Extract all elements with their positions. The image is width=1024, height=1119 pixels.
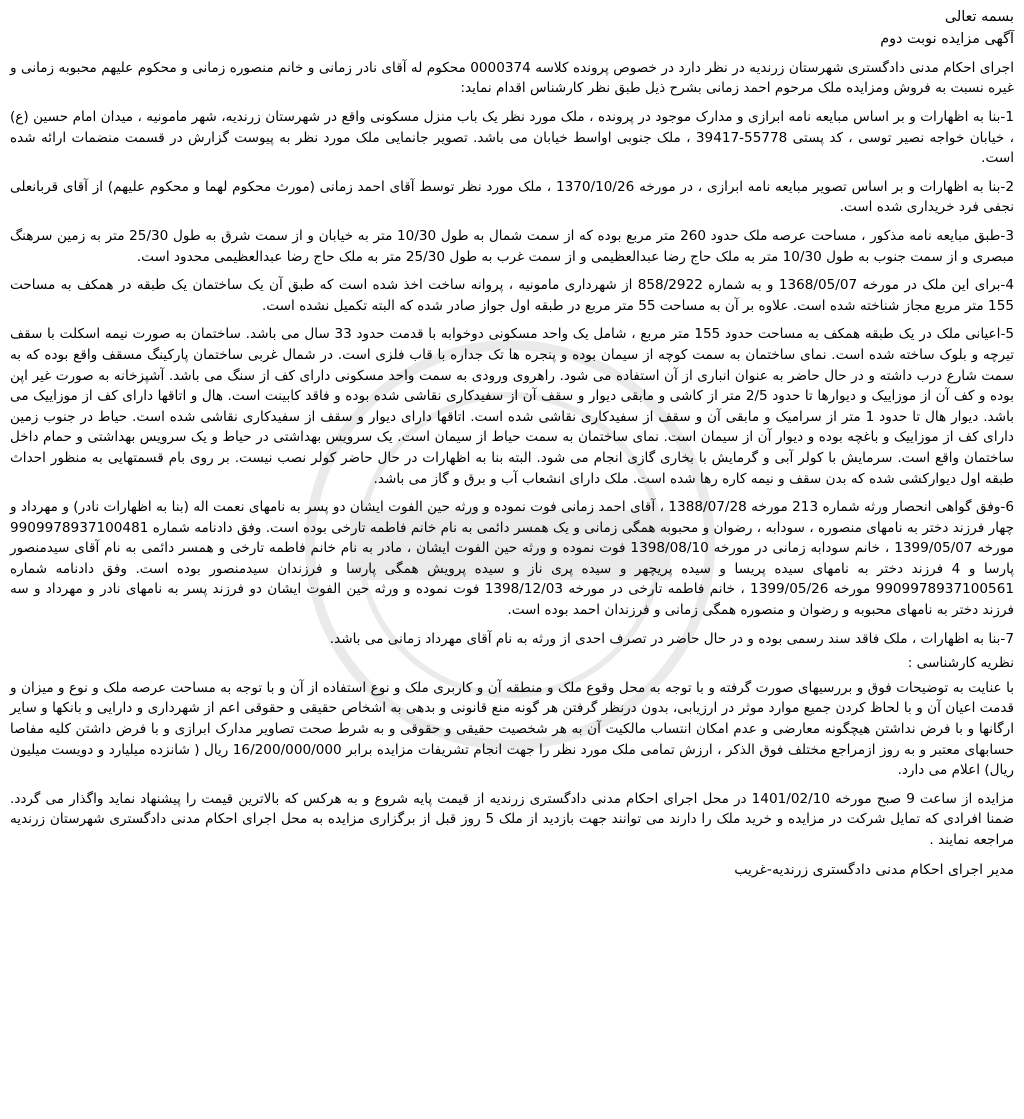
notice-item-1: 1-بنا به اظهارات و بر اساس مبایعه نامه ابرازی و مدارک موجود در پرونده ، ملک مورد نظر یک باب منزل مسکونی واقع در شهرستان زرندیه، شهر مامونیه ، میدان امام حسین (ع) ، خیابان خواجه نصیر توسی ، کد پستی 55778-39417 ، ملک جنوبی اواسط خیابان می باشد. تصویر جانمایی ملک مورد نظر به پیوست گزارش در قسمت منضمات ارائه شده است. [10, 109, 1014, 167]
notice-item-2: 2-بنا به اظهارات و بر اساس تصویر مبایعه نامه ابرازی ، در مورخه 1370/10/26 ، ملک مورد نظر توسط آقای احمد زمانی (مورث محکوم لهما و محکوم علیهم) از آقای قربانعلی نجفی فرد خریداری شده است. [10, 178, 1014, 216]
notice-item-7: 7-بنا به اظهارات ، ملک فاقد سند رسمی بوده و در حال حاضر در تصرف احدی از ورثه به نام آقای مهرداد زمانی می باشد. [329, 630, 1014, 647]
expert-opinion-heading: نظریه کارشناسی : [907, 655, 1014, 672]
notice-item-4: 4-برای این ملک در مورخه 1368/05/07 و به شماره 858/2922 از شهرداری مامونیه ، پروانه ساخت اخذ شده است که طبق آن یک ساختمان یک طبقه در همکف به مساحت 155 متر مربع مجاز شناخته شده است. علاوه بر آن به مساحت 55 متر مربع در طبقه اول جواز صادر شده که البته تکمیل نشده است. [10, 277, 1014, 314]
notice-title: آگهی مزایده نوبت دوم [880, 31, 1014, 48]
notice-intro: اجرای احکام مدنی دادگستری شهرستان زرندیه در نظر دارد در خصوص پرونده کلاسه 0000374 محکوم له آقای نادر زمانی و خانم منصوره زمانی و محکوم علیهم محبوبه زمانی و غیره نسبت به فروش ومزایده ملک مرحوم احمد زمانی بشرح ذیل طبق نظر کارشناس اقدام نماید: [10, 59, 1014, 97]
notice-item-6: 6-وفق گواهی انحصار ورثه شماره 213 مورخه 1388/07/28 ، آقای احمد زمانی فوت نموده و ورثه حین الفوت ایشان دو پسر به نامهای نعمت اله (بنا به اظهارات نادر) و مهرداد و چهار فرزند دختر به نامهای منصوره ، سودابه ، رضوان و محبوبه همگی زمانی و یک همسر دائمی به نام خانم فاطمه تارخی بوده است. وفق دادنامه شماره 9909978937100481 مورخه 1399/05/07 ، خانم سودابه زمانی در مورخه 1398/08/10 فوت نموده و ورثه حین الفوت ایشان ، مادر به نام خانم فاطمه تارخی و همسر دائمی به نام آقای سیدمنصور پارسا و 4 فرزند دختر به نامهای سیده پریسا و سیده پریچهر و سیده پری ناز و سیده پرویش همگی پارسا و فرزندان سیدمنصور بوده است. وفق دادنامه شماره 9909978937100561 مورخه 1399/05/26 ، خانم فاطمه تارخی در مورخه 1398/12/03 فوت نموده و ورثه حین الفوت ایشان دو فرزند پسر به نامهای نادر و مهرداد و سه فرزند دختر به نامهای محبوبه و رضوان و منصوره همگی زمانی و فرزندان احمد بوده است. [10, 499, 1014, 619]
notice-item-5: 5-اعیانی ملک در یک طبقه همکف به مساحت حدود 155 متر مربع ، شامل یک واحد مسکونی دوخوابه با قدمت حدود 33 سال می باشد. ساختمان به صورت نیمه اسکلت با سقف تیرچه و بلوک ساخته شده است. نمای ساختمان به سمت کوچه از سیمان بوده و پنجره ها تک جداره با قاب فلزی است. در شمال غربی ساختمان پارکینگ مسقف واقع بوده که به سمت شارع درب داشته و در حال حاضر به عنوان انباری از آن استفاده می شود. راهروی ورودی به سمت واحد مسکونی دارای کف از سنگ می باشد. آشپزخانه به صورت غیر اپن بوده و کف آن از موزاییک و دیوارها تا حدود 2/5 متر از کاشی و مابقی دیوار و سقف آن از سفیدکاری نقاشی شده بوده و فاقد کابینت است. هال و اتاقها دارای کف از موزاییک می باشد. دیوار هال تا حدود 1 متر از سرامیک و مابقی آن و سقف از سفیدکاری نقاشی شده است. اتاقها دارای دیوار و سقف از سفیدکاری نقاشی شده است. حیاط در جنوب زمین دارای کف از موزاییک و باغچه بوده و دیوار آن از سیمان است. نمای ساختمان به سمت حیاط از سیمان است. یک سرویس بهداشتی در حیاط و یک سرویس بهداشتی و حمام داخل ساختمان واقع است. سرمایش با کولر آبی و گرمایش با بخاری گازی انجام می شود. البته بنا به اظهارات در حال حاضر کولر نصب نیست. بر روی بام قسمتهایی به منظور احداث طبقه اول دیوارکشی شده که بدن سقف و نیمه کاره رها شده است. ملک دارای انشعاب آب و برق و گاز می باشد. [10, 326, 1015, 487]
header-basmala: بسمه تعالی [944, 9, 1014, 25]
auction-terms-text: مزایده از ساعت 9 صبح مورخه 1401/02/10 در محل اجرای احکام مدنی دادگستری زرندیه از قیمت پایه شروع و به هرکس که بالاترین قیمت را پیشنهاد نماید واگذار می گردد. ضمنا افرادی که تمایل شرکت در مزایده و خرید ملک را دارند می توانند جهت بازدید از ملک 5 روز قبل از برگزاری مزایده به محل اجرای احکام مدنی دادگستری شهرستان زرندیه مراجعه نمایند . [10, 790, 1015, 848]
expert-opinion-text: با عنایت به توضیحات فوق و بررسیهای صورت گرفته و با توجه به محل وقوع ملک و منطقه آن و کاربری ملک و نوع استفاده از آن و با توجه به مساحت عرصه ملک و نوع و میزان و قدمت اعیان آن و با لحاظ کردن جمیع موارد موثر در ارزیابی، بدون درنظر گرفتن هر گونه منع قانونی و بدهی به اشخاص حقیقی و حقوقی اعم از شهرداری و دارایی و بانکها و سایر ارگانها و با فرض نداشتن هیچگونه معارضی و عدم امکان انتساب مالکیت آن به هر شخصیت حقیقی و حقوقی و به شرط صحت تصاویر مدارک ابرازی و با فرض داشتن کلیه مفاصا حسابهای معتبر و به روز ازمراجع مختلف فوق الذکر ، ارزش تمامی ملک مورد نظر را جهت انجام تشریفات مزایده برابر 16/200/000/000 ریال ( شانزده میلیارد و دویست میلیون ریال) اعلام می دارد. [10, 679, 1014, 779]
notice-item-3: 3-طبق مبایعه نامه مذکور ، مساحت عرصه ملک حدود 260 متر مربع بوده که از سمت شمال به طول 10/30 متر به خیابان و از سمت شرق به طول 25/30 متر به زمین سرهنگ مبصری و از سمت جنوب به طول 10/30 متر به ملک حاج رضا عبدالعظیمی و از سمت غرب به طول 25/30 متر به ملک حاج رضا عبدالعظیمی محدود است. [10, 227, 1014, 265]
signature-line: مدیر اجرای احکام مدنی دادگستری زرندیه-غریب [734, 861, 1014, 878]
